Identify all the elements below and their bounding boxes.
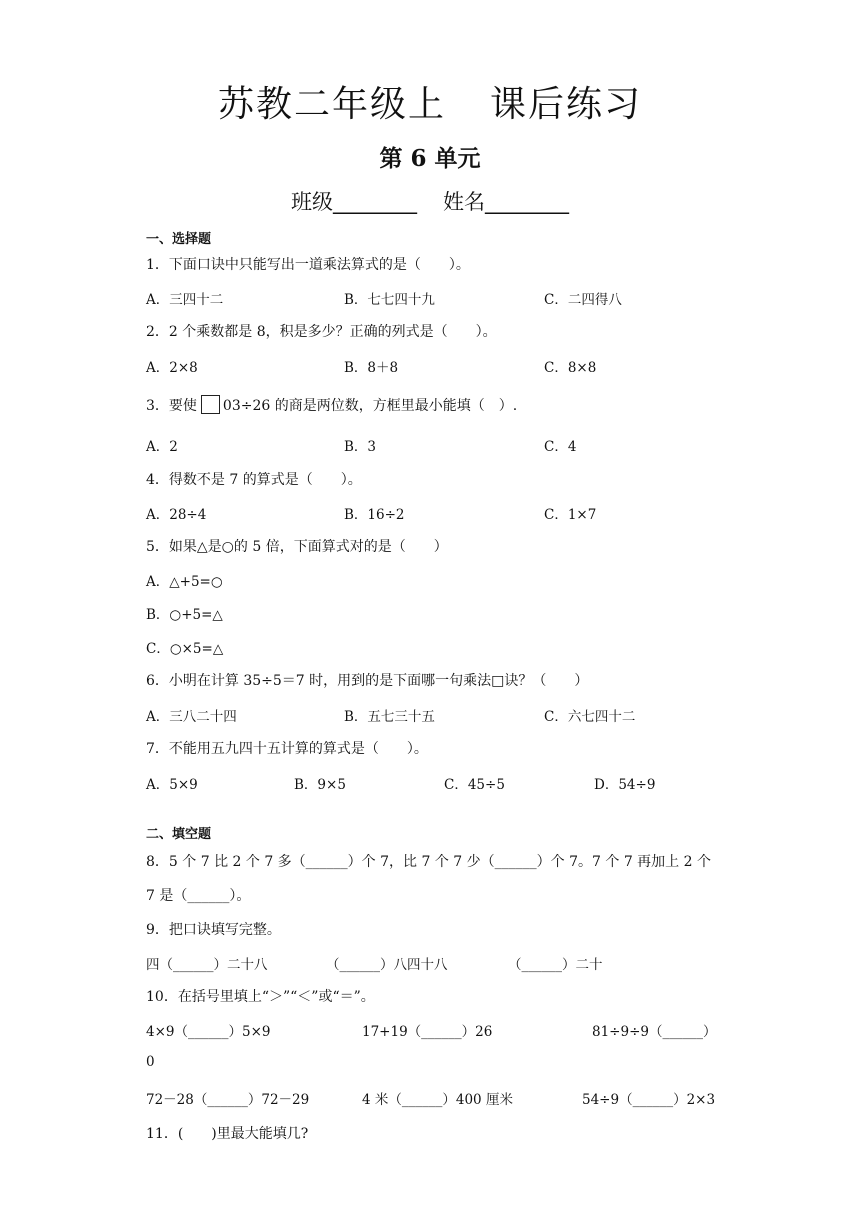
class-name-line [0,186,860,216]
q10-item-5: 4 米（______）400 厘米 [362,1092,513,1108]
q7-option-d: D．54÷9 [594,777,656,793]
q7-option-c: C．45÷5 [444,777,505,793]
question-2: 2．2 个乘数都是 8，积是多少？正确的列式是（ ）。 [146,324,497,340]
q1-option-a: A．三四十二 [146,292,224,308]
q2-option-c: C．8×8 [544,360,597,376]
q7-option-a: A．5×9 [146,777,198,793]
q1-option-c: C．二四得八 [544,292,622,308]
question-3 [146,395,517,415]
q7-option-b: B．9×5 [294,777,346,793]
q5-option-a: A．△+5=○ [146,574,223,590]
q3-prefix: 3．要使 [146,398,197,414]
question-10: 10．在括号里填上“＞”“＜”或“＝”。 [146,989,375,1005]
q6-option-c: C．六七四十二 [544,709,636,725]
question-5: 5．如果△是○的 5 倍，下面算式对的是（ ） [146,539,448,555]
question-4: 4．得数不是 7 的算式是（ ）。 [146,472,362,488]
q2-option-a: A．2×8 [146,360,198,376]
question-9: 9．把口诀填写完整。 [146,922,281,938]
q5-option-b: B．○+5=△ [146,607,223,623]
q10-item-1: 4×9（______）5×9 [146,1024,271,1040]
question-7: 7．不能用五九四十五计算的算式是（ ）。 [146,741,428,757]
q3-suffix: 03÷26 的商是两位数，方框里最小能填（ ）. [222,398,518,414]
title-right: 课后练习 [490,84,643,125]
section-choice-heading: 一、选择题 [146,232,212,247]
section-fill-heading: 二、填空题 [146,827,212,842]
q2-option-b: B．8＋8 [344,360,399,376]
q10-item-6: 54÷9（______）2×3 [582,1092,716,1108]
question-8-line-2: 7 是（______）。 [146,888,251,904]
question-8-line-1: 8．5 个 7 比 2 个 7 多（______）个 7，比 7 个 7 少（______）个 7。7 个 7 再加上 2 个 [146,854,711,870]
q10-item-4: 72－28（______）72－29 [146,1092,310,1108]
title-left: 苏教二年级上 [217,84,446,125]
q1-option-b: B．七七四十九 [344,292,435,308]
name-label: 姓名________ [443,190,569,214]
q9-item-c: （______）二十 [508,957,603,973]
q10-item-3: 81÷9÷9（______） [592,1024,717,1040]
q10-item-3-wrap: 0 [146,1054,155,1070]
q5-option-c: C．○×5=△ [146,641,224,657]
q4-option-c: C．1×7 [544,507,597,523]
page-title [0,76,860,127]
question-1: 1．下面口诀中只能写出一道乘法算式的是（ ）。 [146,257,470,273]
class-label: 班级________ [291,190,417,214]
q9-item-a: 四（______）二十八 [146,957,268,973]
q3-option-c: C．4 [544,439,577,455]
q4-option-b: B．16÷2 [344,507,405,523]
blank-square-icon [201,395,220,414]
unit-heading: 第 6 单元 [379,145,481,172]
q4-option-a: A．28÷4 [146,507,207,523]
q10-item-2: 17+19（______）26 [362,1024,493,1040]
q3-option-a: A．2 [146,439,178,455]
question-11: 11．( )里最大能填几? [146,1126,309,1142]
q9-item-b: （______）八四十八 [326,957,448,973]
question-6: 6．小明在计算 35÷5＝7 时，用到的是下面哪一句乘法□诀？（ ） [146,673,589,689]
q3-option-b: B．3 [344,439,377,455]
q6-option-b: B．五七三十五 [344,709,435,725]
q6-option-a: A．三八二十四 [146,709,237,725]
